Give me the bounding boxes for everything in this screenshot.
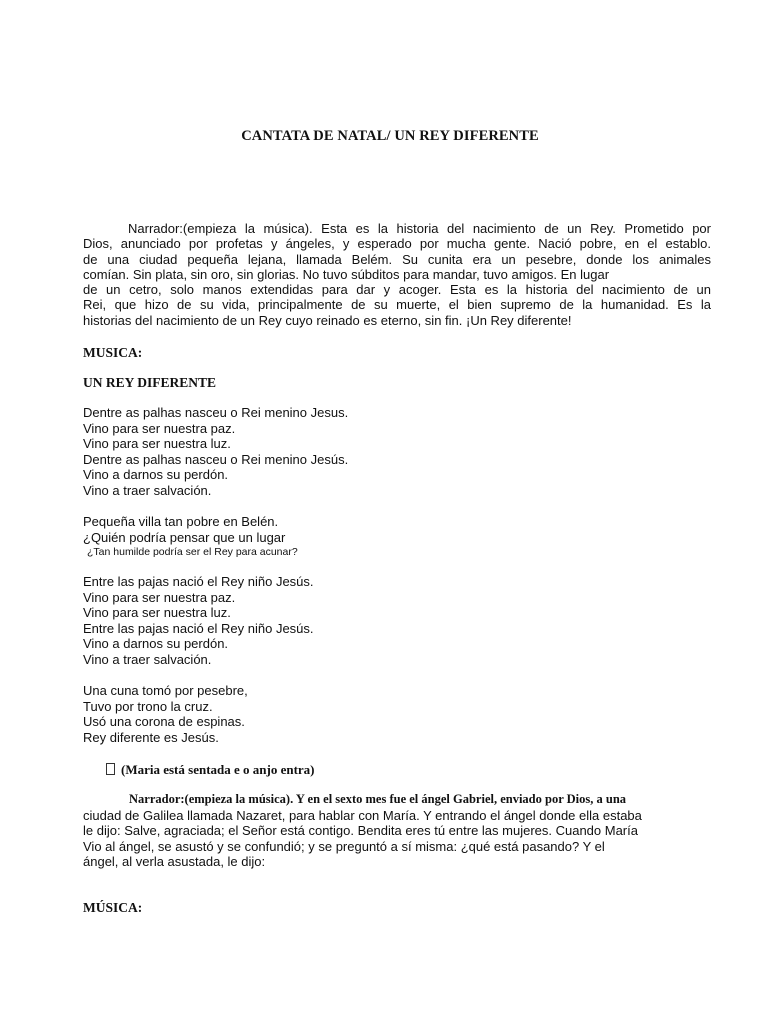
missing-glyph-icon	[106, 763, 115, 775]
lyric-line: Dentre as palhas nasceu o Rei menino Jesús.	[83, 451, 349, 467]
lyric-line: Vino a traer salvación.	[83, 482, 212, 498]
narration-line: Vio al ángel, se asustó y se confundió; y se preguntó a sí misma: ¿qué está pasando? Y el	[83, 838, 605, 854]
lyric-line: ¿Quién podría pensar que un lugar	[83, 529, 286, 545]
song-stanza-2	[83, 514, 298, 559]
narration-line: Narrador:(empieza la música). Esta es la historia del nacimiento de un Rey. Prometido por	[128, 221, 711, 236]
lyric-line: Dentre as palhas nasceu o Rei menino Jesus.	[83, 405, 349, 420]
stage-direction	[106, 762, 315, 778]
narration-line: historias del nacimiento de un Rey cuyo reinado es eterno, sin fin. ¡Un Rey diferente!	[83, 312, 572, 328]
song-stanza-4	[83, 683, 248, 745]
stage-direction-text: (Maria está sentada e o anjo entra)	[121, 762, 315, 777]
narration-line: de un cetro, solo manos extendidas para dar y acoger. Esta es la historia del nacimiento de un	[83, 282, 711, 298]
lyric-line: Tuvo por trono la cruz.	[83, 698, 213, 714]
lyric-line: Vino a darnos su perdón.	[83, 636, 229, 652]
lyric-line: Pequeña villa tan pobre en Belén.	[83, 514, 279, 529]
song-stanza-3	[83, 574, 314, 668]
song-title: UN REY DIFERENTE	[83, 375, 217, 390]
musica-heading: MUSICA:	[83, 345, 143, 360]
narration-line: ángel, al verla asustada, le dijo:	[83, 854, 266, 869]
narration-line: de una ciudad pequeña lejana, llamada Belém. Su cunita era un pesebre, donde los animales	[83, 251, 711, 267]
narration-line: comían. Sin plata, sin oro, sin glorias. No tuvo súbditos para mandar, tuvo amigos. En lugar	[83, 266, 610, 282]
narration-paragraph-2	[83, 792, 683, 870]
lyric-line: Una cuna tomó por pesebre,	[83, 683, 248, 698]
lyric-line: Entre las pajas nació el Rey niño Jesús.	[83, 574, 314, 589]
narration-line: ciudad de Galilea llamada Nazaret, para hablar con María. Y entrando el ángel donde ella estaba	[83, 807, 642, 823]
lyric-line: Vino para ser nuestra luz.	[83, 605, 231, 621]
lyric-line: Vino para ser nuestra luz.	[83, 436, 231, 452]
song-stanza-1	[83, 405, 348, 499]
narration-line: Dios, anunciado por profetas y ángeles, y esperado por mucha gente. Nació pobre, en el establo.	[83, 236, 711, 252]
lyric-line: Vino para ser nuestra paz.	[83, 420, 236, 436]
narration-line: le dijo: Salve, agraciada; el Señor está contigo. Bendita eres tú entre las mujeres. Cuando María	[83, 823, 638, 838]
musica-heading-2: MÚSICA:	[83, 900, 143, 915]
lyric-line: Vino para ser nuestra paz.	[83, 589, 236, 605]
narration-line: Narrador:(empieza la música). Y en el sexto mes fue el ángel Gabriel, enviado por Dios, a una	[129, 792, 627, 806]
lyric-line: Rey diferente es Jesús.	[83, 729, 219, 745]
lyric-line: Vino a darnos su perdón.	[83, 467, 229, 483]
document-title: CANTATA DE NATAL/ UN REY DIFERENTE	[241, 128, 539, 144]
narration-line: Rei, que hizo de su vida, principalmente de su muerte, el bien supremo de la humanidad. Es la	[83, 297, 711, 313]
lyric-line-small: ¿Tan humilde podría ser el Rey para acunar?	[87, 546, 298, 559]
lyric-line: Entre las pajas nació el Rey niño Jesús.	[83, 620, 314, 636]
lyric-line: Vino a traer salvación.	[83, 651, 212, 667]
lyric-line: Usó una corona de espinas.	[83, 714, 245, 730]
narration-paragraph-1	[83, 221, 711, 328]
